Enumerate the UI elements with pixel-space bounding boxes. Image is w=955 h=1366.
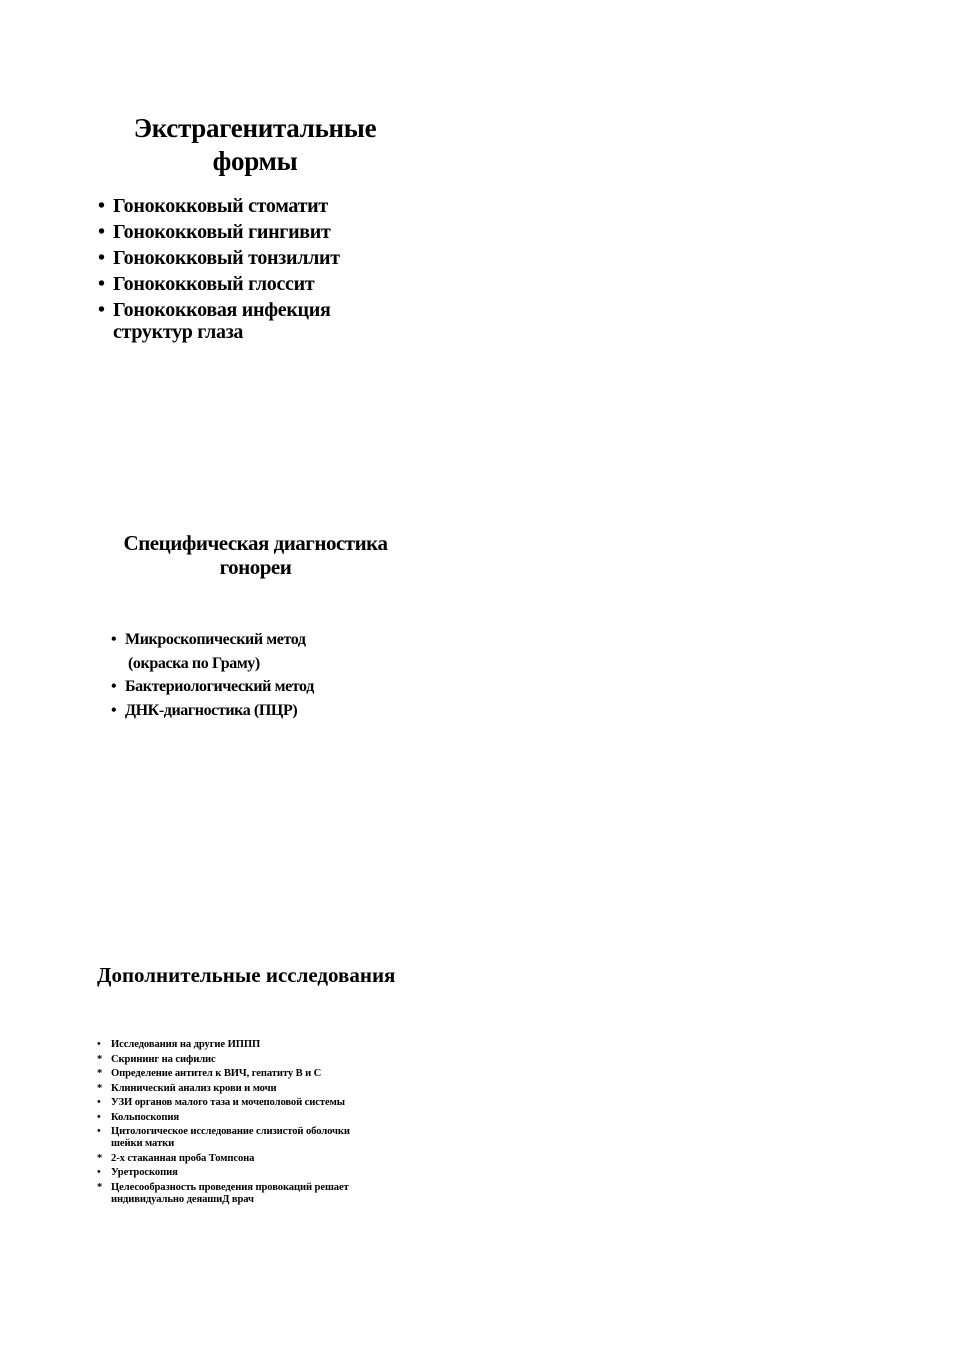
list-item bbox=[97, 1167, 397, 1179]
asterisk-icon: * bbox=[97, 1082, 103, 1094]
bullet-icon: • bbox=[98, 299, 105, 321]
section-title-extragenital-forms bbox=[100, 112, 410, 178]
list-item bbox=[98, 299, 428, 343]
list-item bbox=[97, 1083, 397, 1095]
bullet-icon: • bbox=[97, 1126, 101, 1137]
list-item bbox=[98, 195, 428, 217]
list-item bbox=[111, 675, 391, 699]
list-item-text: Гонококковый гингивит bbox=[113, 221, 331, 243]
list-item-text-continued: структур глаза bbox=[113, 321, 244, 343]
title-line: Экстрагенитальные bbox=[133, 113, 377, 143]
list-item-text: Целесообразность проведения провокаций решает bbox=[111, 1181, 349, 1193]
bullet-icon: • bbox=[97, 1111, 101, 1123]
list-item-text: Микроскопический метод bbox=[125, 631, 306, 648]
list-item bbox=[97, 1112, 397, 1124]
list-item-text: ДНК-диагностика (ПЦР) bbox=[125, 701, 298, 719]
list-item bbox=[111, 628, 391, 675]
list-item-text: Гонококковая инфекция bbox=[113, 299, 331, 321]
bullet-icon: • bbox=[97, 1039, 101, 1050]
list-item-text: Гонококковый тонзиллит bbox=[113, 247, 340, 269]
list-item-text: Определение антител к ВИЧ, гепатиту В и С bbox=[111, 1068, 322, 1079]
list-item-text: Исследования на другие ИППП bbox=[111, 1039, 261, 1050]
list-item bbox=[111, 699, 391, 723]
section-title-additional-studies: Дополнительные исследования bbox=[97, 963, 396, 987]
list-item-text: Скрининг на сифилис bbox=[111, 1053, 216, 1065]
list-item-text: Клинический анализ крови и мочи bbox=[111, 1082, 277, 1094]
bullet-icon: • bbox=[98, 221, 105, 243]
bullet-icon: • bbox=[98, 247, 105, 269]
bullet-icon: • bbox=[98, 195, 105, 217]
asterisk-icon: * bbox=[97, 1053, 103, 1065]
list-item bbox=[97, 1182, 397, 1206]
title-line: гонореи bbox=[219, 555, 292, 579]
list-item bbox=[98, 247, 428, 269]
list-item-text-continued: индивидуально деяашиД врач bbox=[111, 1193, 254, 1205]
asterisk-icon: * bbox=[97, 1181, 103, 1193]
bullet-icon: • bbox=[97, 1167, 101, 1178]
list-item bbox=[97, 1153, 397, 1165]
list-item-text: 2-х стаканная проба Томпсона bbox=[111, 1152, 255, 1164]
asterisk-icon: * bbox=[97, 1152, 103, 1164]
list-item bbox=[97, 1097, 397, 1109]
list-item bbox=[98, 273, 428, 295]
list-item-text: Цитологическое исследование слизистой оболочки bbox=[111, 1126, 350, 1137]
list-item-text: Гонококковый стоматит bbox=[113, 195, 328, 217]
title-line: формы bbox=[212, 146, 298, 176]
bullet-icon: • bbox=[111, 678, 117, 695]
list-item bbox=[97, 1039, 397, 1051]
list-item-text: Кольпоскопия bbox=[111, 1111, 179, 1123]
list-item-text: Гонококковый глоссит bbox=[113, 273, 315, 295]
additional-studies-list bbox=[97, 1039, 397, 1208]
diagnostics-list bbox=[111, 628, 391, 722]
asterisk-icon: * bbox=[97, 1068, 103, 1079]
list-item bbox=[98, 221, 428, 243]
list-item bbox=[97, 1068, 397, 1080]
list-item-text: Бактериологический метод bbox=[125, 678, 314, 695]
bullet-icon: • bbox=[111, 701, 117, 719]
list-item-text: УЗИ органов малого таза и мочеполовой системы bbox=[111, 1097, 345, 1108]
list-item-text-continued: (окраска по Граму) bbox=[128, 654, 260, 672]
extragenital-forms-list bbox=[98, 195, 428, 347]
bullet-icon: • bbox=[97, 1097, 101, 1108]
list-item bbox=[97, 1054, 397, 1066]
section-title-specific-diagnostics bbox=[108, 531, 403, 579]
list-item-text-continued: шейки матки bbox=[111, 1138, 175, 1149]
list-item bbox=[97, 1126, 397, 1150]
bullet-icon: • bbox=[111, 631, 117, 648]
list-item-text: Уретроскопия bbox=[111, 1167, 178, 1178]
title-line: Специфическая диагностика bbox=[123, 531, 388, 555]
bullet-icon: • bbox=[98, 273, 105, 295]
